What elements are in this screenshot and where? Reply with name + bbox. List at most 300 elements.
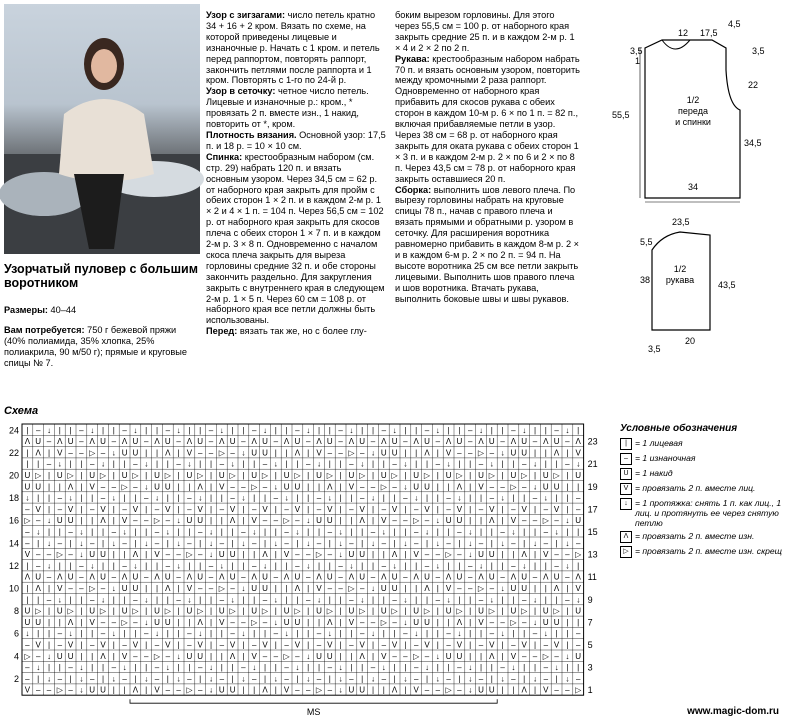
chart-cell: Λ xyxy=(521,685,527,695)
chart-cell: – xyxy=(424,425,430,435)
chart-cell: ▷ xyxy=(477,448,485,458)
chart-cell: U xyxy=(380,471,387,480)
chart-cell: – xyxy=(133,595,138,605)
chart-cell: – xyxy=(295,425,300,435)
chart-cell: | xyxy=(469,629,472,639)
chart-cell: – xyxy=(489,448,495,458)
chart-cell: – xyxy=(68,584,73,593)
chart-cell: – xyxy=(295,516,300,526)
chart-cell: V xyxy=(575,584,581,593)
chart-cell: ↓ xyxy=(144,617,149,627)
chart-cell: | xyxy=(533,425,537,435)
chart-cell: ↓ xyxy=(403,482,408,492)
chart-cell: – xyxy=(165,425,171,435)
chart-cell: U xyxy=(542,617,549,627)
chart-cell: – xyxy=(79,572,84,582)
body-pattern-label: 1/2 xyxy=(686,95,700,105)
chart-cell: ▷ xyxy=(575,685,582,695)
chart-cell: | xyxy=(177,606,180,616)
chart-cell: – xyxy=(392,617,397,627)
chart-cell: ↓ xyxy=(230,595,235,605)
chart-cell: ↓ xyxy=(468,674,473,684)
chart-cell: U xyxy=(24,617,31,627)
section-text: крестообразным набором (см. стр. 29) набрать 120 п. и вязать основным узором. Через 34,5 см = 62 р. от наборного края закрыть для пройм с обеих сторон 1 × 2 п. и в каждом 2-м р. 1 × 2 и 4 × 1 п. = 104 п. Через 56,5 см = 102 р. от наборного края закрыть для скосов плеча с обеих сторон 1 × 7 п. и в каждом 2-м р. 3 × 8 п. Одновременно с началом скоса плеча закрыть для выреза горловины средние 32 п. и обе стороны закончить раздельно. Для закругления закрыть с внутреннего края в следующем 2-м р. 1 × 5 п. Через 60 см = 108 р. от наборного края все петли должны быть использованы. xyxy=(206,151,385,326)
chart-cell: – xyxy=(57,538,63,548)
chart-cell: ▷ xyxy=(24,651,31,661)
chart-cell: – xyxy=(359,448,365,458)
chart-cell: – xyxy=(467,448,473,458)
chart-cell: | xyxy=(177,617,180,627)
chart-cell: | xyxy=(231,663,234,673)
chart-cell: ↓ xyxy=(284,629,289,639)
chart-cell: U xyxy=(413,482,420,492)
chart-cell: – xyxy=(68,663,73,673)
chart-cell: U xyxy=(218,471,225,480)
chart-cell: U xyxy=(24,471,31,480)
chart-cell: ↓ xyxy=(263,561,267,571)
chart-cell: | xyxy=(166,674,169,684)
chart-cell: Λ xyxy=(229,516,236,526)
chart-cell: | xyxy=(339,504,342,514)
chart-cell: U xyxy=(359,572,366,582)
chart-cell: ↓ xyxy=(79,663,84,673)
chart-cell: V xyxy=(391,640,398,650)
chart-cell: Λ xyxy=(197,617,203,627)
chart-cell: – xyxy=(370,482,376,492)
chart-cell: ↓ xyxy=(122,663,127,673)
chart-cell: – xyxy=(305,459,311,469)
chart-cell: U xyxy=(456,651,463,661)
chart-cell: – xyxy=(392,482,397,492)
row-number-right: 23 xyxy=(587,436,598,447)
chart-cell: ↓ xyxy=(165,527,170,537)
chart-cell: | xyxy=(317,561,321,571)
chart-cell: ↓ xyxy=(338,527,343,537)
chart-cell: V xyxy=(510,651,517,661)
chart-cell: – xyxy=(575,640,581,650)
chart-cell: | xyxy=(307,629,310,639)
chart-cell: | xyxy=(393,493,396,503)
chart-cell: U xyxy=(100,437,106,447)
chart-cell: | xyxy=(47,640,51,650)
chart-cell: Λ xyxy=(262,550,268,560)
chart-cell: – xyxy=(511,674,516,684)
chart-cell: ↓ xyxy=(565,674,570,684)
chart-cell: ↓ xyxy=(155,629,159,639)
chart-cell: – xyxy=(521,516,527,526)
chart-cell: ▷ xyxy=(326,471,333,480)
chart-cell: | xyxy=(533,561,537,571)
chart-cell: – xyxy=(565,572,570,582)
chart-cell: U xyxy=(553,482,560,492)
chart-cell: | xyxy=(512,550,515,560)
chart-cell: U xyxy=(391,448,398,458)
chart-cell: | xyxy=(123,629,126,639)
chart-cell: – xyxy=(35,685,41,695)
chart-cell: V xyxy=(57,584,63,593)
chart-cell: V xyxy=(219,617,225,627)
chart-cell: – xyxy=(251,640,257,650)
chart-cell: | xyxy=(145,504,148,514)
chart-cell: | xyxy=(523,538,526,548)
chart-cell: U xyxy=(283,482,290,492)
legend-symbol: U xyxy=(620,468,632,480)
chart-cell: – xyxy=(457,448,462,458)
chart-cell: V xyxy=(553,504,560,514)
chart-cell: ▷ xyxy=(348,584,355,593)
row-number-right: 11 xyxy=(587,572,597,583)
chart-cell: | xyxy=(112,425,115,435)
sleeve-dim-bottom: 20 xyxy=(685,336,696,346)
dim-bottom: 34 xyxy=(688,182,699,192)
chart-cell: V xyxy=(359,640,365,650)
chart-cell: U xyxy=(445,516,452,526)
chart-cell: U xyxy=(89,606,96,616)
chart-cell: ▷ xyxy=(99,606,107,616)
chart-cell: – xyxy=(284,504,289,514)
chart-cell: – xyxy=(122,425,127,435)
chart-cell: – xyxy=(273,493,279,503)
chart-cell: ↓ xyxy=(468,685,473,695)
chart-cell: – xyxy=(208,437,214,447)
chart-cell: | xyxy=(145,425,148,435)
chart-cell: V xyxy=(413,550,419,560)
chart-cell: ↓ xyxy=(500,448,505,458)
section-head: Узор с зигзагами: xyxy=(206,10,286,20)
chart-cell: – xyxy=(251,538,257,548)
chart-cell: | xyxy=(91,527,94,537)
chart-cell: | xyxy=(69,674,72,684)
chart-cell: – xyxy=(89,538,95,548)
chart-cell: Λ xyxy=(489,516,495,526)
chart-cell: V xyxy=(132,504,139,514)
row-number-left: 12 xyxy=(8,560,19,571)
chart-cell: – xyxy=(284,640,289,650)
chart-cell: – xyxy=(478,674,484,684)
chart-cell: | xyxy=(69,459,72,469)
chart-cell: U xyxy=(154,482,160,492)
chart-cell: – xyxy=(403,493,408,503)
chart-cell: | xyxy=(382,550,385,560)
chart-cell: U xyxy=(478,606,484,616)
chart-cell: V xyxy=(316,448,322,458)
chart-cell: | xyxy=(339,606,342,616)
chart-cell: – xyxy=(327,448,333,458)
chart-cell: – xyxy=(197,550,203,560)
chart-cell: | xyxy=(490,663,493,673)
chart-cell: | xyxy=(145,584,148,593)
chart-cell: U xyxy=(186,471,193,480)
chart-cell: | xyxy=(555,538,558,548)
chart-cell: U xyxy=(89,685,96,695)
chart-cell: | xyxy=(317,663,321,673)
chart-cell: | xyxy=(80,617,83,627)
chart-cell: | xyxy=(253,629,256,639)
chart-cell: | xyxy=(404,640,407,650)
chart-cell: | xyxy=(296,538,299,548)
chart-cell: | xyxy=(199,561,202,571)
chart-cell: – xyxy=(165,685,171,695)
chart-cell: ↓ xyxy=(533,674,537,684)
chart-cell: | xyxy=(123,550,126,560)
chart-cell: U xyxy=(197,437,204,447)
chart-cell: ↓ xyxy=(241,448,246,458)
chart-cell: U xyxy=(326,651,333,661)
chart-cell: | xyxy=(501,685,504,695)
chart-cell: | xyxy=(382,493,385,503)
chart-cell: – xyxy=(68,527,73,537)
chart-cell: – xyxy=(262,595,268,605)
chart-cell: – xyxy=(79,448,84,458)
chart-cell: | xyxy=(317,617,321,627)
chart-cell: U xyxy=(316,606,322,616)
chart-cell: | xyxy=(361,527,364,537)
chart-cell: | xyxy=(47,448,51,458)
chart-cell: | xyxy=(361,674,364,684)
chart-cell: U xyxy=(488,550,495,560)
chart-cell: ↓ xyxy=(306,561,311,571)
chart-cell: ▷ xyxy=(153,651,161,661)
chart-cell: | xyxy=(307,504,310,514)
chart-cell: | xyxy=(533,584,537,593)
chart-cell: | xyxy=(145,640,148,650)
chart-cell: ↓ xyxy=(306,516,311,526)
chart-cell: | xyxy=(566,527,569,537)
chart-cell: | xyxy=(458,538,461,548)
chart-cell: – xyxy=(35,550,41,560)
chart-cell: – xyxy=(349,595,354,605)
chart-cell: Λ xyxy=(316,437,322,447)
chart-cell: | xyxy=(339,471,342,480)
chart-cell: ↓ xyxy=(273,595,278,605)
chart-cell: – xyxy=(554,561,559,571)
chart-cell: ↓ xyxy=(144,482,149,492)
chart-cell: – xyxy=(273,516,279,526)
chart-cell: ↓ xyxy=(273,674,278,684)
chart-cell: | xyxy=(47,527,51,537)
chart-cell: V xyxy=(381,651,387,661)
section-head: Перед: xyxy=(206,326,238,337)
chart-cell: ▷ xyxy=(229,471,236,480)
chart-cell: ↓ xyxy=(565,516,570,526)
chart-cell: | xyxy=(26,561,29,571)
chart-cell: – xyxy=(511,538,516,548)
chart-cell: Λ xyxy=(359,651,365,661)
chart-cell: | xyxy=(274,606,277,616)
chart-cell: | xyxy=(209,595,213,605)
chart-cell: | xyxy=(512,629,515,639)
chart-cell: ↓ xyxy=(522,425,527,435)
chart-cell: | xyxy=(58,617,61,627)
chart-cell: ▷ xyxy=(89,448,96,458)
chart-cell: | xyxy=(209,606,213,616)
chart-cell: V xyxy=(251,651,257,661)
chart-cell: | xyxy=(26,584,29,593)
chart-cell: | xyxy=(274,425,277,435)
chart-cell: | xyxy=(188,482,191,492)
chart-cell: | xyxy=(382,595,385,605)
chart-cell: | xyxy=(404,561,407,571)
chart-cell: – xyxy=(435,595,441,605)
chart-cell: Λ xyxy=(100,651,106,661)
chart-cell: | xyxy=(523,527,526,537)
chart-cell: | xyxy=(188,561,191,571)
chart-cell: | xyxy=(177,471,180,480)
chart-cell: ↓ xyxy=(273,617,278,627)
chart-cell: – xyxy=(338,437,343,447)
chart-cell: ↓ xyxy=(111,584,116,593)
row-number-right: 13 xyxy=(587,549,598,560)
chart-cell: ↓ xyxy=(468,527,473,537)
chart-cell: | xyxy=(209,640,213,650)
chart-cell: | xyxy=(166,595,169,605)
chart-cell: | xyxy=(112,685,115,695)
chart-cell: | xyxy=(231,527,234,537)
chart-cell: ▷ xyxy=(348,448,355,458)
section-text: четное число петель. Лицевые и изнаночные р.: кром., * провязать 2 п. вместе изн., 1 накид, повторить от *, кром. xyxy=(206,86,369,130)
chart-cell: ↓ xyxy=(263,425,267,435)
chart-cell: | xyxy=(371,550,375,560)
chart-cell: ↓ xyxy=(90,561,95,571)
chart-cell: – xyxy=(111,527,117,537)
chart-cell: | xyxy=(58,663,61,673)
chart-cell: Λ xyxy=(456,482,463,492)
chart-cell: U xyxy=(413,471,420,480)
chart-cell: U xyxy=(154,617,160,627)
chart-cell: | xyxy=(317,482,321,492)
chart-cell: – xyxy=(68,550,73,560)
chart-cell: ↓ xyxy=(543,629,548,639)
chart-cell: U xyxy=(359,437,366,447)
chart-cell: – xyxy=(219,640,225,650)
chart-cell: U xyxy=(316,471,322,480)
chart-cell: – xyxy=(424,685,430,695)
chart-cell: U xyxy=(35,482,42,492)
chart-cell: | xyxy=(544,584,547,593)
chart-cell: | xyxy=(134,629,137,639)
chart-cell: | xyxy=(242,685,245,695)
chart-cell: – xyxy=(57,493,63,503)
chart-cell: ▷ xyxy=(261,471,269,480)
chart-cell: U xyxy=(283,471,290,480)
chart-cell: | xyxy=(166,538,169,548)
chart-cell: | xyxy=(155,561,159,571)
row-number-right: 9 xyxy=(587,594,593,605)
chart-cell: ↓ xyxy=(284,493,289,503)
chart-cell: U xyxy=(359,550,366,560)
chart-cell: V xyxy=(543,550,549,560)
chart-cell: V xyxy=(132,640,139,650)
chart-cell: | xyxy=(361,663,364,673)
row-number-right: 21 xyxy=(587,459,598,470)
chart-cell: ↓ xyxy=(576,459,581,469)
chart-cell: – xyxy=(424,561,430,571)
chart-cell: U xyxy=(164,437,171,447)
chart-cell: | xyxy=(436,493,439,503)
chart-cell: | xyxy=(253,685,256,695)
row-number-right: 5 xyxy=(587,640,593,650)
chart-cell: V xyxy=(575,448,581,458)
section-head: Узор в сеточку: xyxy=(206,86,276,97)
chart-cell: | xyxy=(80,606,83,616)
chart-cell: | xyxy=(512,595,515,605)
chart-cell: – xyxy=(230,482,235,492)
chart-cell: | xyxy=(436,640,439,650)
chart-cell: ↓ xyxy=(533,459,537,469)
chart-cell: Λ xyxy=(445,437,452,447)
chart-cell: – xyxy=(327,527,333,537)
chart-cell: Λ xyxy=(165,584,171,593)
chart-cell: | xyxy=(177,663,180,673)
legend-item xyxy=(620,483,782,495)
chart-cell: | xyxy=(501,651,504,661)
chart-cell: | xyxy=(339,595,342,605)
chart-cell: V xyxy=(165,640,171,650)
chart-cell: U xyxy=(197,651,204,661)
chart-cell: | xyxy=(177,640,180,650)
chart-cell: – xyxy=(208,561,214,571)
chart-cell: | xyxy=(371,640,375,650)
chart-cell: | xyxy=(134,674,137,684)
chart-cell: – xyxy=(413,663,419,673)
chart-cell: | xyxy=(501,516,504,526)
chart-cell: Λ xyxy=(24,437,31,447)
chart-cell: ▷ xyxy=(283,651,290,661)
chart-cell: | xyxy=(501,595,504,605)
chart-cell: Λ xyxy=(294,448,301,458)
chart-cell: V xyxy=(57,448,63,458)
dim-top-left: 12 xyxy=(678,28,689,38)
chart-cell: – xyxy=(532,437,538,447)
chart-cell: Λ xyxy=(186,572,193,582)
chart-cell: V xyxy=(478,617,484,627)
chart-cell: – xyxy=(467,437,473,447)
chart-cell: ↓ xyxy=(306,674,311,684)
chart-cell: | xyxy=(566,629,569,639)
chart-cell: – xyxy=(316,538,322,548)
chart-cell: | xyxy=(447,482,450,492)
chart-cell: U xyxy=(251,606,258,616)
chart-cell: U xyxy=(456,572,463,582)
chart-cell: | xyxy=(220,663,223,673)
chart-cell: | xyxy=(307,584,310,593)
chart-cell: ↓ xyxy=(79,538,84,548)
chart-cell: | xyxy=(220,516,223,526)
chart-cell: | xyxy=(188,663,191,673)
chart-cell: | xyxy=(469,617,472,627)
chart-cell: ▷ xyxy=(251,617,258,627)
chart-cell: U xyxy=(121,584,128,593)
chart-cell: | xyxy=(242,516,245,526)
legend-text: = 1 лицевая xyxy=(635,438,683,448)
chart-cell: | xyxy=(436,482,439,492)
chart-cell: Λ xyxy=(89,572,95,582)
chart-cell: – xyxy=(305,595,311,605)
legend-item xyxy=(620,531,782,543)
chart-cell: | xyxy=(296,674,299,684)
chart-cell: ↓ xyxy=(47,674,51,684)
dim-left-height: 55,5 xyxy=(612,110,630,120)
chart-cell: V xyxy=(489,504,495,514)
chart-cell: – xyxy=(435,572,441,582)
chart-cell: | xyxy=(242,651,245,661)
chart-cell: | xyxy=(274,448,277,458)
chart-cell: | xyxy=(447,425,450,435)
chart-cell: | xyxy=(307,640,310,650)
legend-items xyxy=(620,438,782,558)
chart-cell: | xyxy=(415,561,418,571)
chart-cell: – xyxy=(89,595,95,605)
